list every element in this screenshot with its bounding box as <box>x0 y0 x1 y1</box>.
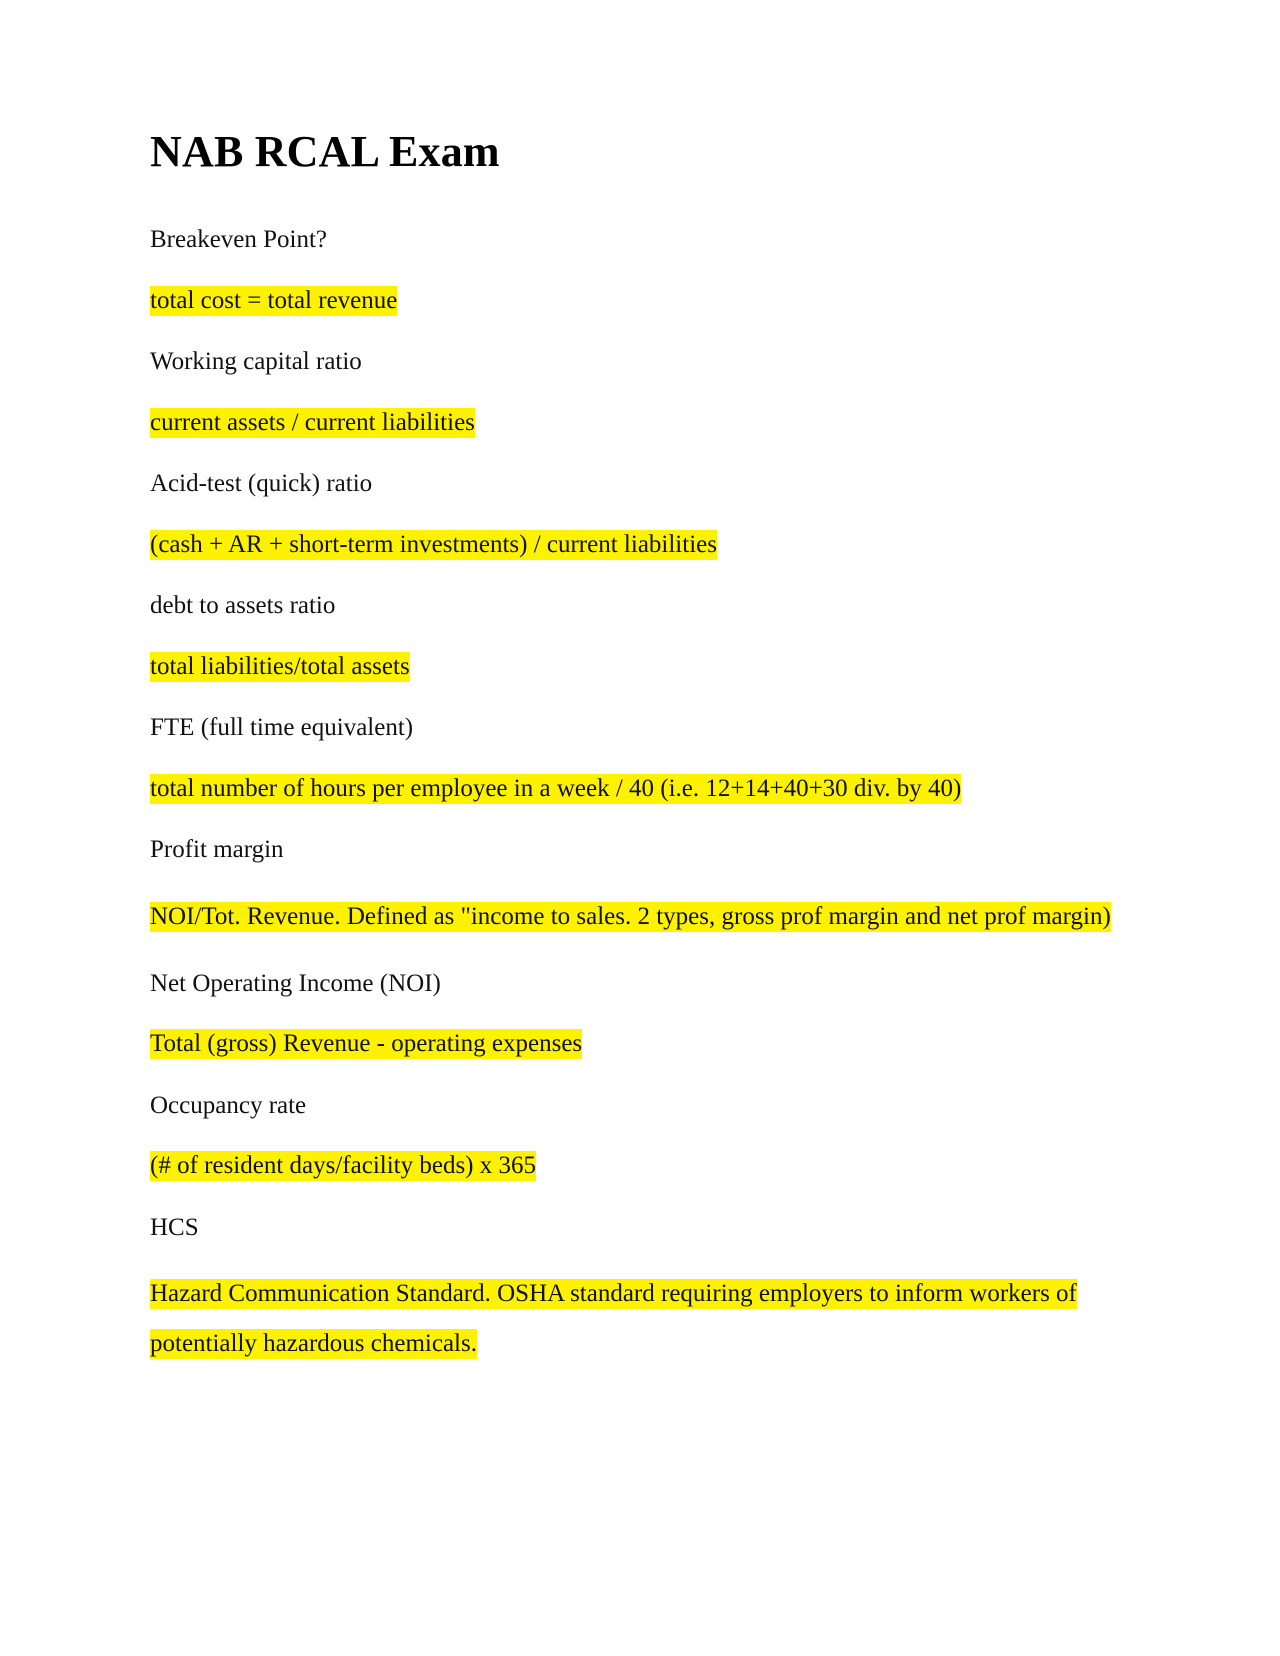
highlighted-definition: current assets / current liabilities <box>150 408 475 436</box>
term-label: Net Operating Income (NOI) <box>150 969 441 997</box>
highlighted-definition: total liabilities/total assets <box>150 652 410 680</box>
term-label: Acid-test (quick) ratio <box>150 470 373 498</box>
highlighted-definition: total cost = total revenue <box>150 286 398 314</box>
definition-text <box>150 1025 1130 1064</box>
highlighted-definition: (# of resident days/facility beds) x 365 <box>150 1151 537 1179</box>
definition-text <box>150 1269 1130 1369</box>
definition-text <box>150 1147 1130 1186</box>
term-label: debt to assets ratio <box>150 592 336 620</box>
highlighted-definition: NOI/Tot. Revenue. Defined as "income to sales. 2 types, gross prof margin and net prof margin) <box>150 902 1111 930</box>
highlighted-definition: total number of hours per employee in a week / 40 (i.e. 12+14+40+30 div. by 40) <box>150 774 962 802</box>
highlighted-definition: Total (gross) Revenue - operating expenses <box>150 1029 583 1057</box>
definition-text <box>150 892 1130 942</box>
definition-text <box>150 404 1130 443</box>
page-title: NAB RCAL Exam <box>150 127 500 176</box>
highlighted-definition: Hazard Communication Standard. OSHA standard requiring employers to inform workers of potentially hazardous chemicals. <box>150 1279 1077 1357</box>
definition-text <box>150 526 1130 565</box>
term-label: FTE (full time equivalent) <box>150 714 414 742</box>
highlighted-definition: (cash + AR + short-term investments) / current liabilities <box>150 530 717 558</box>
term-label: Working capital ratio <box>150 348 362 376</box>
term-label: Breakeven Point? <box>150 226 328 254</box>
term-label: Profit margin <box>150 836 284 864</box>
term-label: Occupancy rate <box>150 1091 307 1119</box>
term-label: HCS <box>150 1213 199 1241</box>
term-definition-list <box>150 224 1130 1369</box>
definition-text <box>150 282 1130 321</box>
definition-text <box>150 770 1130 809</box>
definition-text <box>150 648 1130 687</box>
